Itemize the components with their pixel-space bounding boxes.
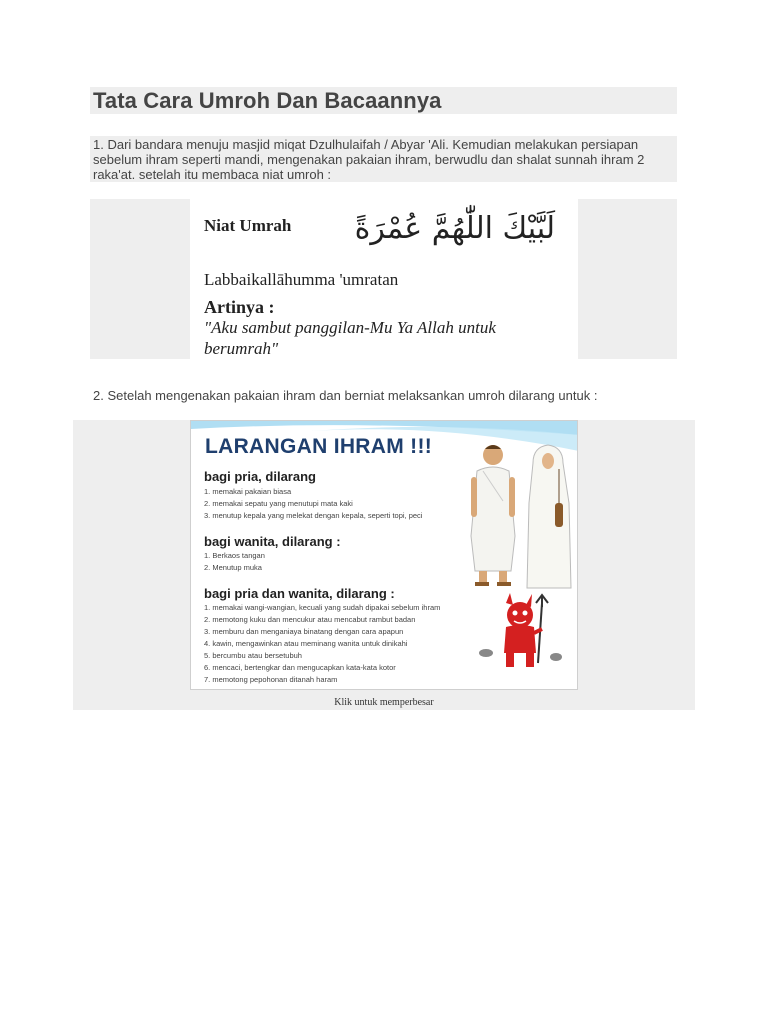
devil-illustration	[476, 593, 566, 673]
keduanya-list	[204, 602, 440, 686]
larangan-ihram-image[interactable]	[190, 420, 578, 690]
list-item: 2. Menutup muka	[204, 563, 262, 572]
list-item: 6. mencaci, bertengkar dan mengucapkan kata-kata kotor	[204, 663, 396, 672]
man-ihram-illustration	[463, 441, 523, 591]
list-item: 5. bercumbu atau bersetubuh	[204, 651, 302, 660]
wanita-heading: bagi wanita, dilarang :	[204, 534, 341, 549]
artinya-label: Artinya :	[204, 297, 275, 317]
list-item: 1. Berkaos tangan	[204, 551, 265, 560]
larangan-title: LARANGAN IHRAM !!!	[205, 435, 433, 458]
paragraph-2: 2. Setelah mengenakan pakaian ihram dan berniat melaksankan umroh dilarang untuk :	[90, 387, 690, 405]
list-item: 2. memakai sepatu yang menutupi mata kaki	[204, 499, 353, 508]
pria-heading: bagi pria, dilarang	[204, 469, 316, 484]
list-item: 7. memotong pepohonan ditanah haram	[204, 675, 338, 684]
list-item: 1. memakai wangi-wangian, kecuali yang sudah dipakai sebelum ihram	[204, 603, 441, 612]
pria-list	[204, 486, 422, 522]
list-item: 4. kawin, mengawinkan atau meminang wanita untuk dinikahi	[204, 639, 408, 648]
title-bar	[90, 87, 677, 114]
woman-ihram-illustration	[523, 443, 573, 593]
list-item: 3. menutup kepala yang melekat dengan kepala, seperti topi, peci	[204, 511, 423, 520]
artinya-text: "Aku sambut panggilan-Mu Ya Allah untuk berumrah"	[204, 318, 496, 358]
list-item: 1. memakai pakaian biasa	[204, 487, 292, 496]
wanita-list	[204, 550, 265, 574]
paragraph-1: 1. Dari bandara menuju masjid miqat Dzulhulaifah / Abyar 'Ali. Kemudian melakukan persiapan sebelum ihram seperti mandi, mengenakan pakaian ihram, berwudlu dan shalat sunnah ihram 2 raka'at. setelah itu membaca niat umroh :	[90, 136, 677, 182]
niat-arabic-text: لَبَّيْكَ اللّٰهُمَّ عُمْرَةً	[354, 211, 555, 246]
larangan-image-frame	[73, 420, 695, 710]
image-caption-link[interactable]: Klik untuk memperbesar	[334, 697, 434, 708]
niat-image-frame	[90, 199, 677, 359]
page-title: Tata Cara Umroh Dan Bacaannya	[93, 88, 442, 113]
keduanya-heading: bagi pria dan wanita, dilarang :	[204, 586, 395, 601]
list-item: 2. memotong kuku dan mencukur atau mencabut rambut badan	[204, 615, 416, 624]
niat-heading: Niat Umrah	[204, 216, 292, 235]
niat-latin-text: Labbaikallāhumma 'umratan	[204, 270, 399, 289]
niat-umrah-image[interactable]	[190, 199, 578, 359]
list-item: 3. memburu dan menganiaya binatang dengan cara apapun	[204, 627, 404, 636]
